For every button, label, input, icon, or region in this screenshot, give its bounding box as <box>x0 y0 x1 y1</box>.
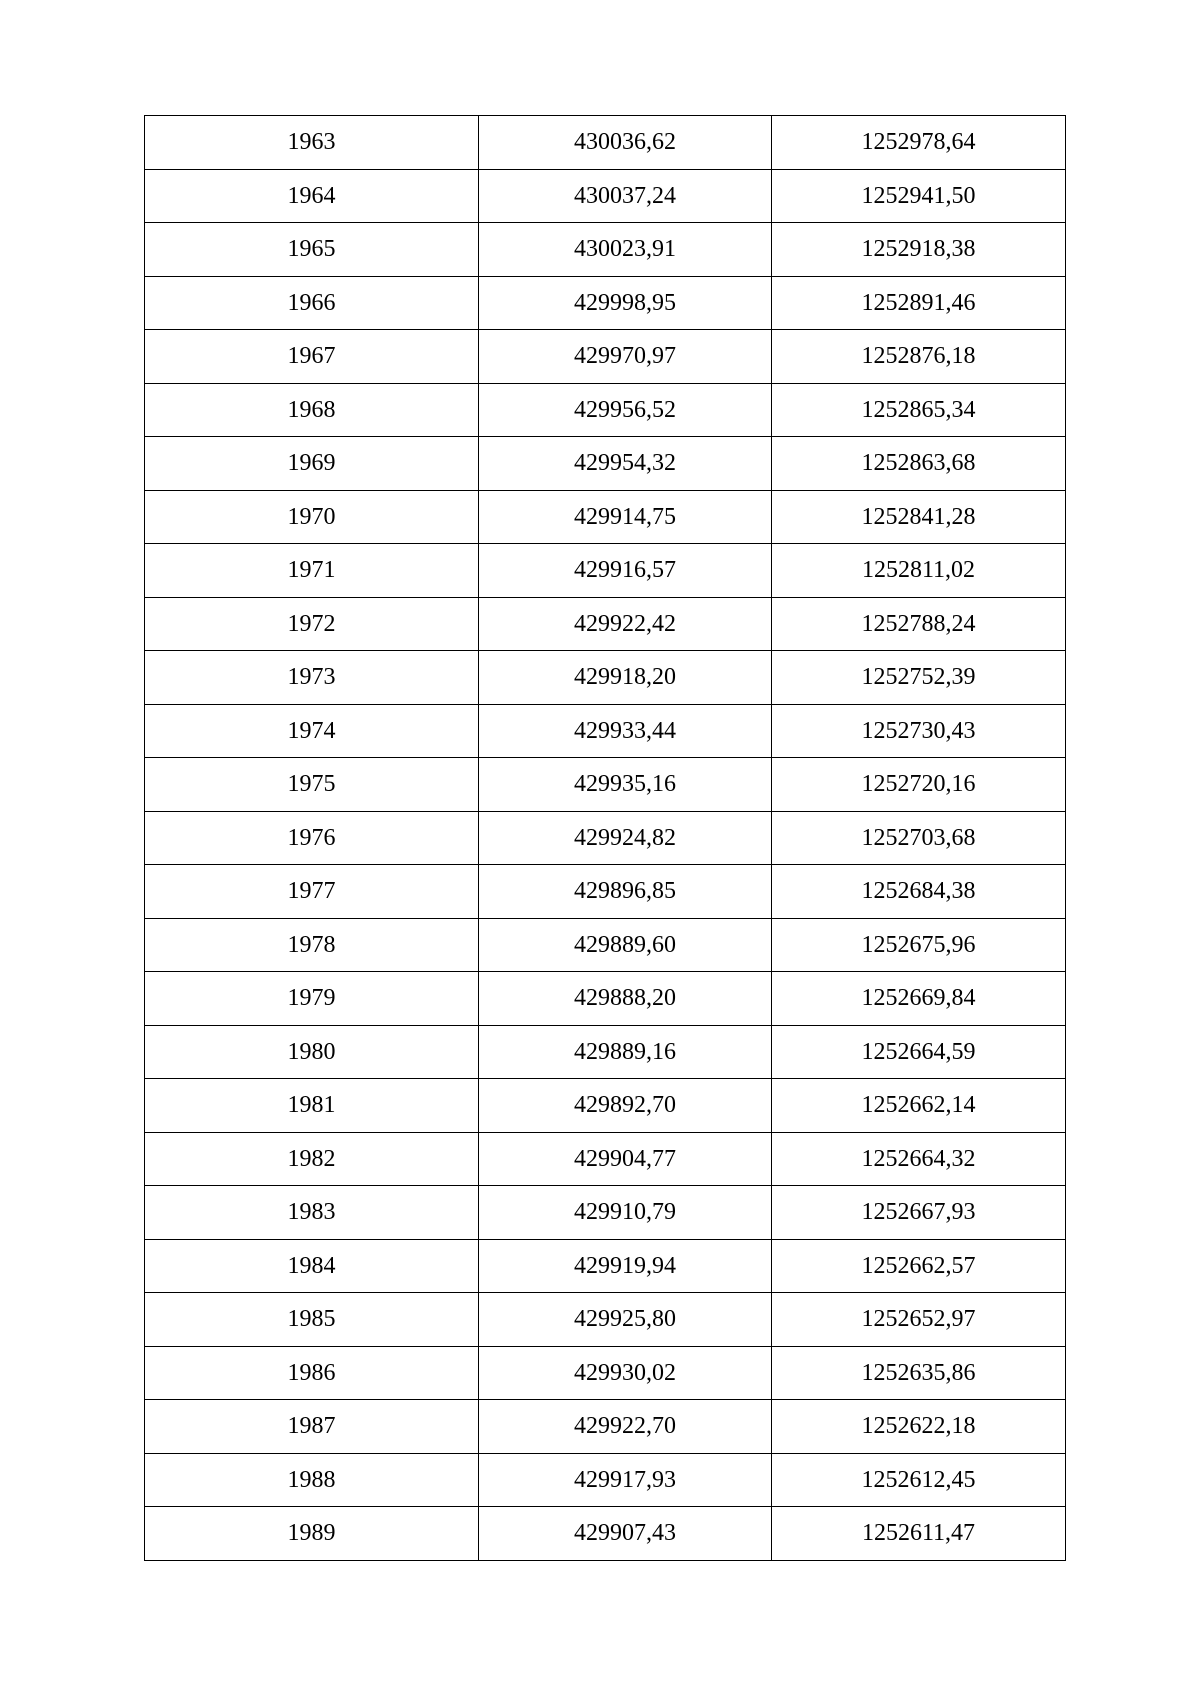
table-row <box>145 1186 1066 1240</box>
x-coordinate-cell: 429919,94 <box>479 1239 772 1293</box>
point-number-cell: 1964 <box>145 169 479 223</box>
point-number-cell: 1969 <box>145 437 479 491</box>
x-coordinate-cell: 429904,77 <box>479 1132 772 1186</box>
point-number-cell: 1982 <box>145 1132 479 1186</box>
table-row <box>145 1132 1066 1186</box>
point-number-cell: 1971 <box>145 544 479 598</box>
x-coordinate-cell: 429998,95 <box>479 276 772 330</box>
point-number-cell: 1989 <box>145 1507 479 1561</box>
table-row <box>145 1079 1066 1133</box>
y-coordinate-cell: 1252684,38 <box>772 865 1066 919</box>
table-row <box>145 1507 1066 1561</box>
table-row <box>145 758 1066 812</box>
x-coordinate-cell: 429970,97 <box>479 330 772 384</box>
point-number-cell: 1984 <box>145 1239 479 1293</box>
y-coordinate-cell: 1252720,16 <box>772 758 1066 812</box>
y-coordinate-cell: 1252941,50 <box>772 169 1066 223</box>
x-coordinate-cell: 429914,75 <box>479 490 772 544</box>
point-number-cell: 1968 <box>145 383 479 437</box>
table-row <box>145 918 1066 972</box>
y-coordinate-cell: 1252730,43 <box>772 704 1066 758</box>
x-coordinate-cell: 429925,80 <box>479 1293 772 1347</box>
table-row <box>145 811 1066 865</box>
point-number-cell: 1965 <box>145 223 479 277</box>
y-coordinate-cell: 1252662,14 <box>772 1079 1066 1133</box>
y-coordinate-cell: 1252876,18 <box>772 330 1066 384</box>
point-number-cell: 1967 <box>145 330 479 384</box>
y-coordinate-cell: 1252978,64 <box>772 116 1066 170</box>
x-coordinate-cell: 429922,42 <box>479 597 772 651</box>
point-number-cell: 1970 <box>145 490 479 544</box>
point-number-cell: 1986 <box>145 1346 479 1400</box>
y-coordinate-cell: 1252918,38 <box>772 223 1066 277</box>
table-row <box>145 490 1066 544</box>
table-row <box>145 276 1066 330</box>
y-coordinate-cell: 1252667,93 <box>772 1186 1066 1240</box>
table-row <box>145 972 1066 1026</box>
point-number-cell: 1977 <box>145 865 479 919</box>
x-coordinate-cell: 429933,44 <box>479 704 772 758</box>
point-number-cell: 1966 <box>145 276 479 330</box>
table-row <box>145 1346 1066 1400</box>
point-number-cell: 1974 <box>145 704 479 758</box>
y-coordinate-cell: 1252662,57 <box>772 1239 1066 1293</box>
point-number-cell: 1975 <box>145 758 479 812</box>
x-coordinate-cell: 430036,62 <box>479 116 772 170</box>
table-row <box>145 383 1066 437</box>
x-coordinate-cell: 429910,79 <box>479 1186 772 1240</box>
table-row <box>145 1025 1066 1079</box>
y-coordinate-cell: 1252811,02 <box>772 544 1066 598</box>
x-coordinate-cell: 429954,32 <box>479 437 772 491</box>
table-row <box>145 1239 1066 1293</box>
y-coordinate-cell: 1252635,86 <box>772 1346 1066 1400</box>
x-coordinate-cell: 429888,20 <box>479 972 772 1026</box>
point-number-cell: 1973 <box>145 651 479 705</box>
x-coordinate-cell: 429930,02 <box>479 1346 772 1400</box>
table-row <box>145 704 1066 758</box>
point-number-cell: 1987 <box>145 1400 479 1454</box>
y-coordinate-cell: 1252891,46 <box>772 276 1066 330</box>
x-coordinate-cell: 429907,43 <box>479 1507 772 1561</box>
x-coordinate-cell: 429889,16 <box>479 1025 772 1079</box>
table-row <box>145 1400 1066 1454</box>
table-row <box>145 437 1066 491</box>
table-row <box>145 651 1066 705</box>
point-number-cell: 1988 <box>145 1453 479 1507</box>
y-coordinate-cell: 1252752,39 <box>772 651 1066 705</box>
point-number-cell: 1980 <box>145 1025 479 1079</box>
x-coordinate-cell: 429922,70 <box>479 1400 772 1454</box>
table-row <box>145 1293 1066 1347</box>
table-row <box>145 1453 1066 1507</box>
x-coordinate-cell: 429916,57 <box>479 544 772 598</box>
y-coordinate-cell: 1252788,24 <box>772 597 1066 651</box>
point-number-cell: 1976 <box>145 811 479 865</box>
y-coordinate-cell: 1252664,32 <box>772 1132 1066 1186</box>
y-coordinate-cell: 1252863,68 <box>772 437 1066 491</box>
y-coordinate-cell: 1252703,68 <box>772 811 1066 865</box>
point-number-cell: 1963 <box>145 116 479 170</box>
y-coordinate-cell: 1252622,18 <box>772 1400 1066 1454</box>
y-coordinate-cell: 1252652,97 <box>772 1293 1066 1347</box>
point-number-cell: 1972 <box>145 597 479 651</box>
x-coordinate-cell: 429956,52 <box>479 383 772 437</box>
x-coordinate-cell: 429917,93 <box>479 1453 772 1507</box>
x-coordinate-cell: 429889,60 <box>479 918 772 972</box>
table-row <box>145 865 1066 919</box>
table-row <box>145 544 1066 598</box>
x-coordinate-cell: 430037,24 <box>479 169 772 223</box>
coordinates-table-body <box>145 116 1066 1561</box>
x-coordinate-cell: 429918,20 <box>479 651 772 705</box>
table-row <box>145 330 1066 384</box>
x-coordinate-cell: 429896,85 <box>479 865 772 919</box>
y-coordinate-cell: 1252612,45 <box>772 1453 1066 1507</box>
x-coordinate-cell: 429924,82 <box>479 811 772 865</box>
y-coordinate-cell: 1252669,84 <box>772 972 1066 1026</box>
table-row <box>145 169 1066 223</box>
point-number-cell: 1981 <box>145 1079 479 1133</box>
y-coordinate-cell: 1252611,47 <box>772 1507 1066 1561</box>
y-coordinate-cell: 1252664,59 <box>772 1025 1066 1079</box>
y-coordinate-cell: 1252841,28 <box>772 490 1066 544</box>
point-number-cell: 1979 <box>145 972 479 1026</box>
y-coordinate-cell: 1252675,96 <box>772 918 1066 972</box>
point-number-cell: 1985 <box>145 1293 479 1347</box>
table-row <box>145 116 1066 170</box>
point-number-cell: 1983 <box>145 1186 479 1240</box>
x-coordinate-cell: 430023,91 <box>479 223 772 277</box>
x-coordinate-cell: 429935,16 <box>479 758 772 812</box>
coordinates-table <box>144 115 1066 1561</box>
point-number-cell: 1978 <box>145 918 479 972</box>
table-row <box>145 597 1066 651</box>
table-row <box>145 223 1066 277</box>
x-coordinate-cell: 429892,70 <box>479 1079 772 1133</box>
y-coordinate-cell: 1252865,34 <box>772 383 1066 437</box>
